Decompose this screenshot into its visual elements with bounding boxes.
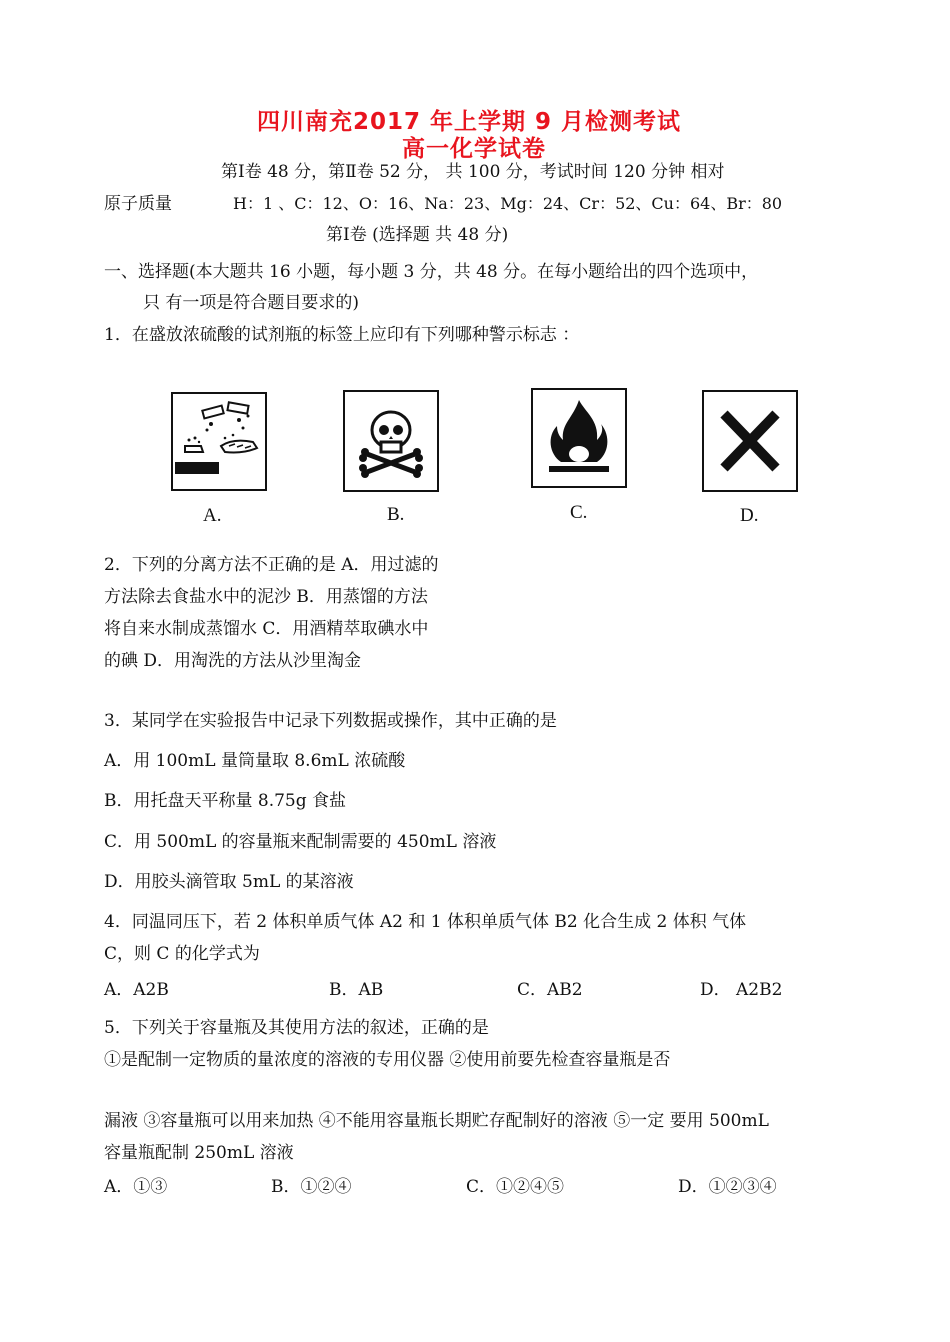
exam-info-line: 第Ⅰ卷 48 分，第Ⅱ卷 52 分， 共 100 分，考试时间 120 分钟 相对 [221,162,725,182]
sign-b [343,390,439,492]
question-4-stem-line1: 4．同温同压下，若 2 体积单质气体 A2 和 1 体积单质气体 B2 化合生成 2 体积 气体 [104,912,747,932]
cross-x-icon [704,392,796,490]
exam-subtitle: 高一化学试卷 [402,136,546,162]
sign-a [171,392,267,491]
sign-c-label: C. [570,502,588,523]
question-5-statement-line2: 漏液 ③容量瓶可以用来加热 ④不能用容量瓶长期贮存配制好的溶液 ⑤一定 要用 500mL [104,1111,769,1131]
question-5-statement-line3: 容量瓶配制 250mL 溶液 [104,1143,294,1163]
flame-icon [533,390,625,486]
sign-b-label: B. [387,504,405,525]
question-4-option: B．AB [329,980,384,1000]
atomic-mass-label: 原子质量 [104,194,172,214]
question-5-option: D．①②③④ [678,1177,777,1197]
atomic-mass-values: H：1 、C：12、O：16、Na：23、Mg：24、Cr：52、Cu：64、Br：80 [233,194,783,213]
question-5-stem: 5．下列关于容量瓶及其使用方法的叙述，正确的是 [104,1018,489,1038]
question-5-statement-line1: ①是配制一定物质的量浓度的溶液的专用仪器 ②使用前要先检查容量瓶是否 [104,1050,671,1070]
section-title: 第Ⅰ卷 (选择题 共 48 分) [326,225,509,245]
question-3-option: D．用胶头滴管取 5mL 的某溶液 [104,872,354,892]
question-2-line: 的碘 D．用淘洗的方法从沙里淘金 [104,651,362,671]
question-4-option: C．AB2 [517,980,583,1000]
question-4-option: D． A2B2 [700,980,783,1000]
question-2-line: 2．下列的分离方法不正确的是 A．用过滤的 [104,555,439,575]
question-3-stem: 3．某同学在实验报告中记录下列数据或操作，其中正确的是 [104,711,557,731]
question-5-option: A．①③ [104,1177,168,1197]
question-3-option: B．用托盘天平称量 8.75g 食盐 [104,791,347,811]
question-3-option: C．用 500mL 的容量瓶来配制需要的 450mL 溶液 [104,832,497,852]
corrosive-icon [173,394,265,489]
question-2-line: 方法除去食盐水中的泥沙 B．用蒸馏的方法 [104,587,428,607]
question-5-option: B．①②④ [271,1177,352,1197]
sign-a-label: A. [203,505,222,526]
sign-d [702,390,798,492]
question-2-line: 将自来水制成蒸馏水 C．用酒精萃取碘水中 [104,619,429,639]
question-4-stem-line2: C，则 C 的化学式为 [104,944,260,964]
question-5-option: C．①②④⑤ [466,1177,565,1197]
question-3-option: A．用 100mL 量筒量取 8.6mL 浓硫酸 [104,751,406,771]
section-intro-line2: 只 有一项是符合题目要求的) [143,293,360,313]
sign-d-label: D. [740,505,759,526]
section-intro-line1: 一、选择题(本大题共 16 小题，每小题 3 分，共 48 分。在每小题给出的四个选项中， [104,262,759,282]
question-1-stem: 1．在盛放浓硫酸的试剂瓶的标签上应印有下列哪种警示标志 ： [104,325,580,345]
sign-c [531,388,627,488]
exam-title: 四川南充2017 年上学期 9 月检测考试 [257,109,682,135]
skull-crossbones-icon [345,392,437,490]
question-4-option: A．A2B [104,980,169,1000]
